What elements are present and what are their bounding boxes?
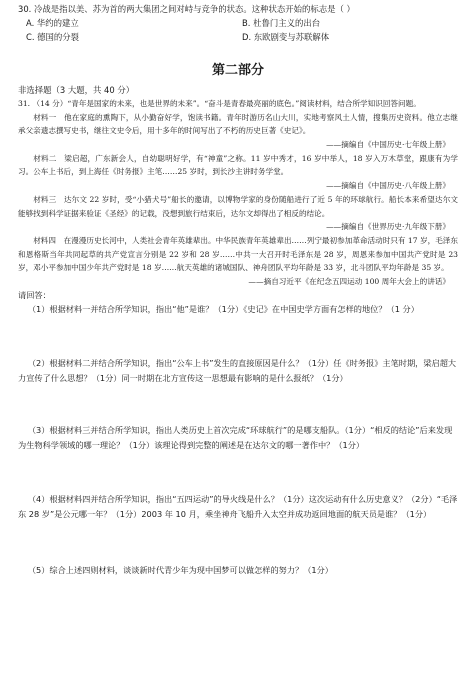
material-1-text: 材料一 他在家庭的熏陶下，从小勤奋好学，饱读书籍。青年时游历名山大川，实地考察风土人情，搜集历史资料。他立志继承父亲遗志撰写史书，继往文史令后，用十多年的时间写出了不朽的历史巨著《史记》。: [18, 112, 458, 136]
answer-space-3[interactable]: [18, 452, 458, 492]
q30-option-d[interactable]: D. 东欧剧变与苏联解体: [242, 32, 330, 42]
sub-question-5: （5）综合上述四则材料，谈谈新时代青少年为现中国梦可以做怎样的努力？（1分）: [27, 565, 333, 576]
part-two-title: 第二部分: [211, 63, 264, 78]
material-4-text: 材料四 在漫漫历史长河中，人类社会青年英雄辈出。中华民族青年英雄辈出……列宁最初参加革命活动时只有 17 岁，毛泽东和恩格斯当年共同起草的共产党宣言分别是 22 岁和 28 岁……中共一大召开时毛泽东是 28 岁，周恩来参加中国共产党时是 23 岁，邓小平参加中国少年共产党时是 18 岁……航天英雄的诸城国队、神舟团队平均年龄是 33 岁，北斗团队平均年龄是 35 岁。: [18, 236, 458, 273]
material-1-source: ——摘编自《中国历史·七年级上册》: [326, 139, 450, 149]
sub-question-3: （3）根据材料三并结合所学知识，指出人类历史上首次完成“环球航行”的是哪支船队。（1分）“相反的结论”后来发现为生物科学领域的哪一理论？（1分）该理论得到完整的阐述是在达尔文的哪一著作中？（1分）: [18, 425, 453, 450]
sub-question-4: （4）根据材料四并结合所学知识，指出“五四运动”的导火线是什么？（1分）这次运动有什么历史意义？（2分）“毛泽东 28 岁”是公元哪一年？（1分）2003 年 10 月，乘坐神舟飞船升入太空并成功返回地面的航天员是谁？（1分）: [18, 494, 458, 519]
sub-question-1: （1）根据材料一并结合所学知识，指出“他”是谁？（1分）《史记》在中国史学方面有怎样的地位？（1 分）: [27, 303, 419, 314]
material-2-source: ——摘编自《中国历史·八年级上册》: [326, 180, 450, 190]
answer-space-4[interactable]: [18, 521, 458, 563]
material-3-source: ——摘编自《世界历史·九年级下册》: [326, 222, 450, 232]
q30-option-c[interactable]: C. 德国的分裂: [26, 32, 80, 42]
material-2-text: 材料二 梁启超，广东新会人，自幼聪明好学，有“神童”之称。11 岁中秀才，16 岁中举人，18 岁入万木草堂，跟康有为学习。公车上书后，到上海任《时务报》主笔……25 岁时，到长沙主讲时务学堂。: [18, 153, 458, 177]
material-4-source: ——摘自习近平《在纪念五四运动 100 周年大会上的讲话》: [248, 276, 450, 286]
q31-intro: 31. （14 分）“青年是国家的未来，也是世界的未来”。“奋斗是青春最亮丽的底色。”阅读材料，结合所学知识回答问题。: [18, 99, 421, 108]
material-3-text: 材料三 达尔文 22 岁时，受“小猎犬号”船长的邀请，以博物学家的身份随船进行了近 5 年的环球航行。船长本来希望达尔文能够找到科学证据来验证《圣经》的记载，没想到旅行结束后，达尔文却得出了相反的结论。: [18, 194, 458, 218]
q30-option-a[interactable]: A. 华约的建立: [26, 18, 79, 28]
q30-options: [18, 16, 458, 44]
answer-space-1[interactable]: [18, 316, 458, 356]
question-30: [18, 0, 458, 44]
q30-stem: 30. 冷战是指以美、苏为首的两大集团之间对峙与竞争的状态。这种状态开始的标志是（ ）: [18, 4, 355, 14]
q30-option-b[interactable]: B. 杜鲁门主义的出台: [242, 18, 321, 28]
answer-space-2[interactable]: [18, 385, 458, 423]
answer-prompt: 请回答：: [18, 289, 51, 300]
part-two-subtitle: 非选择题（3 大题，共 40 分）: [18, 85, 135, 95]
sub-question-2: （2）根据材料二并结合所学知识，指出“公车上书”发生的直接原因是什么？（1分）任《时务报》主笔时期，梁启超大力宣传了什么思想？（1分）同一时期在北方宣传这一思想最有影响的是什么报纸？（1分）: [18, 358, 457, 383]
